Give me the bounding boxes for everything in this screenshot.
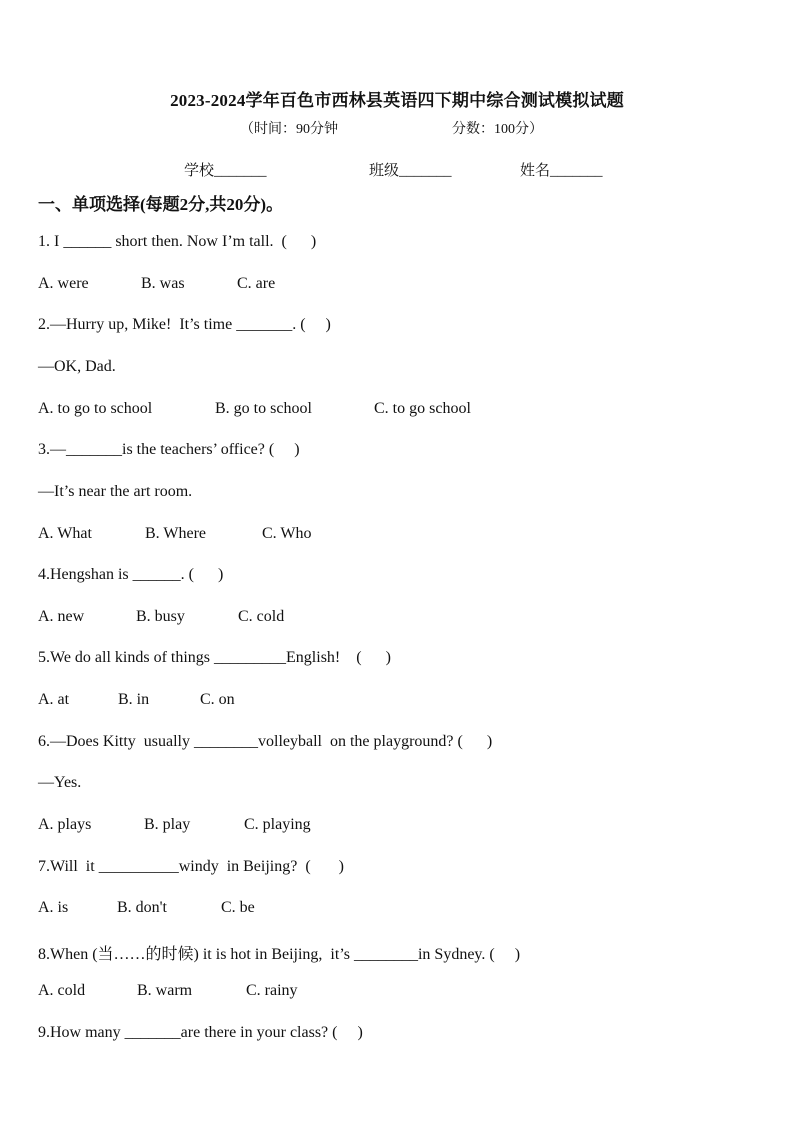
question-7: 7.Will it __________windy in Beijing? ( ) xyxy=(38,858,344,875)
q5-option-c: C. on xyxy=(200,691,235,708)
q1-option-c: C. are xyxy=(237,275,276,292)
q7-option-b: B. don't xyxy=(117,899,167,916)
q5-option-b: B. in xyxy=(118,691,150,708)
q4-option-a: A. new xyxy=(38,608,85,625)
q2-option-a: A. to go to school xyxy=(38,400,153,417)
question-3: 3.—_______is the teachers’ office? ( ) xyxy=(38,441,300,458)
section-heading: 一、单项选择(每题2分,共20分)。 xyxy=(38,195,284,214)
question-9: 9.How many _______are there in your class? ( ) xyxy=(38,1024,363,1041)
q7-option-a: A. is xyxy=(38,899,69,916)
question-6-reply: —Yes. xyxy=(38,774,82,791)
page-title: 2023-2024学年百色市西林县英语四下期中综合测试模拟试题 xyxy=(170,91,624,110)
question-4: 4.Hengshan is ______. ( ) xyxy=(38,566,224,583)
question-1: 1. I ______ short then. Now I’m tall. ( ) xyxy=(38,233,317,250)
q1-option-b: B. was xyxy=(141,275,185,292)
q1-option-a: A. were xyxy=(38,275,89,292)
q3-option-b: B. Where xyxy=(145,525,207,542)
exam-time: （时间：90分钟 xyxy=(240,122,338,137)
q4-option-c: C. cold xyxy=(238,608,285,625)
q2-option-c: C. to go school xyxy=(374,400,471,417)
q3-option-c: C. Who xyxy=(262,525,312,542)
q6-option-b: B. play xyxy=(144,816,191,833)
question-2: 2.—Hurry up, Mike! It’s time _______. ( ) xyxy=(38,316,331,333)
q7-option-c: C. be xyxy=(221,899,255,916)
q6-option-c: C. playing xyxy=(244,816,311,833)
exam-score: 分数：100分） xyxy=(452,122,543,137)
q4-option-b: B. busy xyxy=(136,608,185,625)
question-3-reply: —It’s near the art room. xyxy=(38,483,193,500)
q8-option-a: A. cold xyxy=(38,982,86,999)
school-field: 学校_______ xyxy=(184,163,267,179)
name-field: 姓名_______ xyxy=(520,163,603,179)
question-8: 8.When (当……的时候) it is hot in Beijing, it’s ________in Sydney. ( ) xyxy=(38,946,521,963)
question-5: 5.We do all kinds of things _________English! ( ) xyxy=(38,649,391,666)
q2-option-b: B. go to school xyxy=(215,400,312,417)
q8-option-c: C. rainy xyxy=(246,982,298,999)
q5-option-a: A. at xyxy=(38,691,70,708)
q8-option-b: B. warm xyxy=(137,982,193,999)
question-6: 6.—Does Kitty usually ________volleyball on the playground? ( ) xyxy=(38,733,493,750)
q3-option-a: A. What xyxy=(38,525,92,542)
question-2-reply: —OK, Dad. xyxy=(38,358,116,375)
q6-option-a: A. plays xyxy=(38,816,92,833)
class-field: 班级_______ xyxy=(369,163,452,179)
